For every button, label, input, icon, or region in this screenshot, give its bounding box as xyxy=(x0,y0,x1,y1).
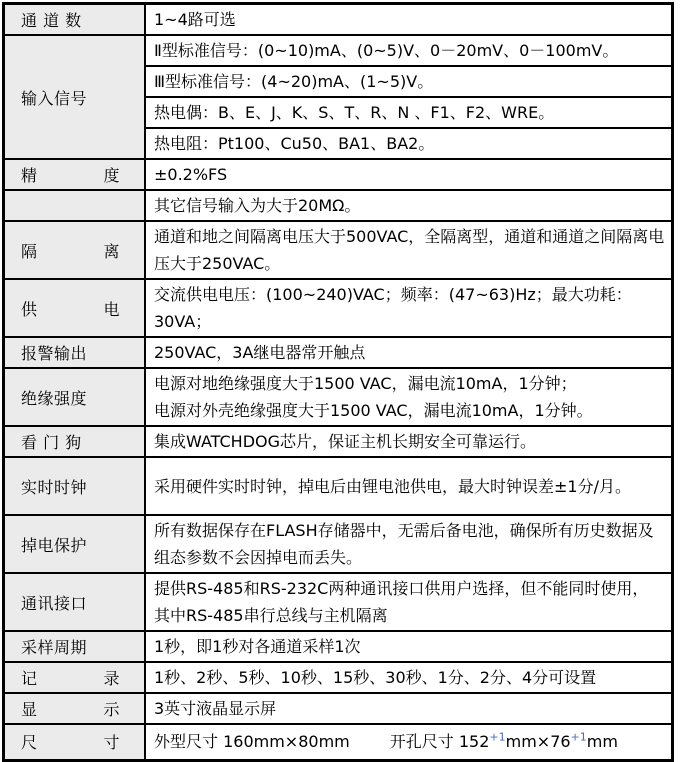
spec-label-channels: 通 道 数 xyxy=(4,4,146,36)
spec-row-record xyxy=(4,662,673,693)
hole-dimension-mid: mm×76 xyxy=(505,732,571,752)
spec-label-record: 记 录 xyxy=(4,662,146,693)
spec-row-other-input xyxy=(4,190,673,221)
insulation-line-1: 电源对地绝缘强度大于1500 VAC，漏电流10mA，1分钟； xyxy=(154,374,577,393)
spec-value-display: 3英寸液晶显示屏 xyxy=(145,693,673,724)
spec-label-power-supply: 供 电 xyxy=(4,279,146,337)
spec-label-sampling-period: 采样周期 xyxy=(4,631,146,662)
spec-row-alarm-output xyxy=(4,337,673,368)
spec-label-alarm-output: 报警输出 xyxy=(4,337,146,368)
spec-value-insulation xyxy=(145,368,673,426)
spec-row-comm-interface xyxy=(4,573,673,631)
spec-value-comm-interface xyxy=(145,573,673,631)
spec-value-watchdog: 集成WATCHDOG芯片，保证主机长期安全可靠运行。 xyxy=(145,426,673,457)
spec-value-accuracy: ±0.2%FS xyxy=(145,159,673,190)
hole-dimension-text: 开孔尺寸 152 xyxy=(389,732,490,752)
insulation-line-2: 电源对外壳绝缘强度大于1500 VAC，漏电流10mA，1分钟。 xyxy=(154,401,593,420)
spec-label-accuracy: 精 度 xyxy=(4,159,146,190)
spec-row-isolation xyxy=(4,221,673,279)
spec-value-dimensions xyxy=(145,724,673,760)
spec-row-insulation xyxy=(4,368,673,426)
spec-label-comm-interface: 通讯接口 xyxy=(4,573,146,631)
spec-label-watchdog: 看 门 狗 xyxy=(4,426,146,457)
spec-label-realtime-clock: 实时时钟 xyxy=(4,457,146,515)
spec-value-sampling-period: 1秒，即1秒对各通道采样1次 xyxy=(145,631,673,662)
spec-value-alarm-output: 250VAC，3A继电器常开触点 xyxy=(145,337,673,368)
spec-value-isolation: 通道和地之间隔离电压大于500VAC，全隔离型，通道和通道之间隔离电压大于250VAC。 xyxy=(145,221,673,279)
spec-row-dimensions xyxy=(4,724,673,760)
spec-row-power-loss-protection xyxy=(4,515,673,573)
spec-value-input-rtd: 热电阻：Pt100、Cu50、BA1、BA2。 xyxy=(145,128,673,159)
spec-row-channels xyxy=(4,4,673,36)
spec-table xyxy=(2,2,674,762)
tolerance-superscript: +1 xyxy=(570,730,587,744)
spec-value-channels: 1~4路可选 xyxy=(145,4,673,36)
spec-value-input-type3: Ⅲ型标准信号：(4~20)mA、(1~5)V。 xyxy=(145,66,673,97)
spec-value-input-type2: Ⅱ型标准信号：(0~10)mA、(0~5)V、0－20mV、0－100mV。 xyxy=(145,35,673,66)
spec-row-watchdog xyxy=(4,426,673,457)
spec-value-power-loss-protection: 所有数据保存在FLASH存储器中，无需后备电池，确保所有历史数据及组态参数不会因掉电而丢失。 xyxy=(145,515,673,573)
spec-value-input-thermocouple: 热电偶：B、E、J、K、S、T、R、N 、F1、F2、WRE。 xyxy=(145,97,673,128)
tolerance-superscript: +1 xyxy=(489,730,506,744)
spec-row-power-supply xyxy=(4,279,673,337)
spec-label-other-input xyxy=(4,190,146,221)
spec-row-display xyxy=(4,693,673,724)
spec-row-sampling-period xyxy=(4,631,673,662)
spec-label-dimensions: 尺 寸 xyxy=(4,724,146,760)
spec-value-record: 1秒、2秒、5秒、10秒、15秒、30秒、1分、2分、4分可设置 xyxy=(145,662,673,693)
spec-row-realtime-clock xyxy=(4,457,673,515)
spec-label-display: 显 示 xyxy=(4,693,146,724)
spec-label-power-loss-protection: 掉电保护 xyxy=(4,515,146,573)
hole-dimension-unit: mm xyxy=(586,732,618,752)
spec-label-input-signal: 输入信号 xyxy=(4,35,146,159)
spec-value-realtime-clock: 采用硬件实时时钟，掉电后由锂电池供电，最大时钟误差±1分/月。 xyxy=(145,457,673,515)
spec-row-input-type2 xyxy=(4,35,673,66)
spec-value-other-input: 其它信号输入为大于20MΩ。 xyxy=(145,190,673,221)
comm-interface-line-1: 提供RS-485和RS-232C两种通讯接口供用户选择，但不能同时使用， xyxy=(154,579,649,598)
spec-row-accuracy xyxy=(4,159,673,190)
spec-value-power-supply: 交流供电电压：(100~240)VAC；频率：(47~63)Hz；最大功耗：30VA； xyxy=(145,279,673,337)
comm-interface-line-2: 其中RS-485串行总线与主机隔离 xyxy=(154,606,388,625)
outline-dimension-text: 外型尺寸 160mm×80mm xyxy=(154,732,350,752)
spec-label-isolation: 隔 离 xyxy=(4,221,146,279)
spec-label-insulation: 绝缘强度 xyxy=(4,368,146,426)
